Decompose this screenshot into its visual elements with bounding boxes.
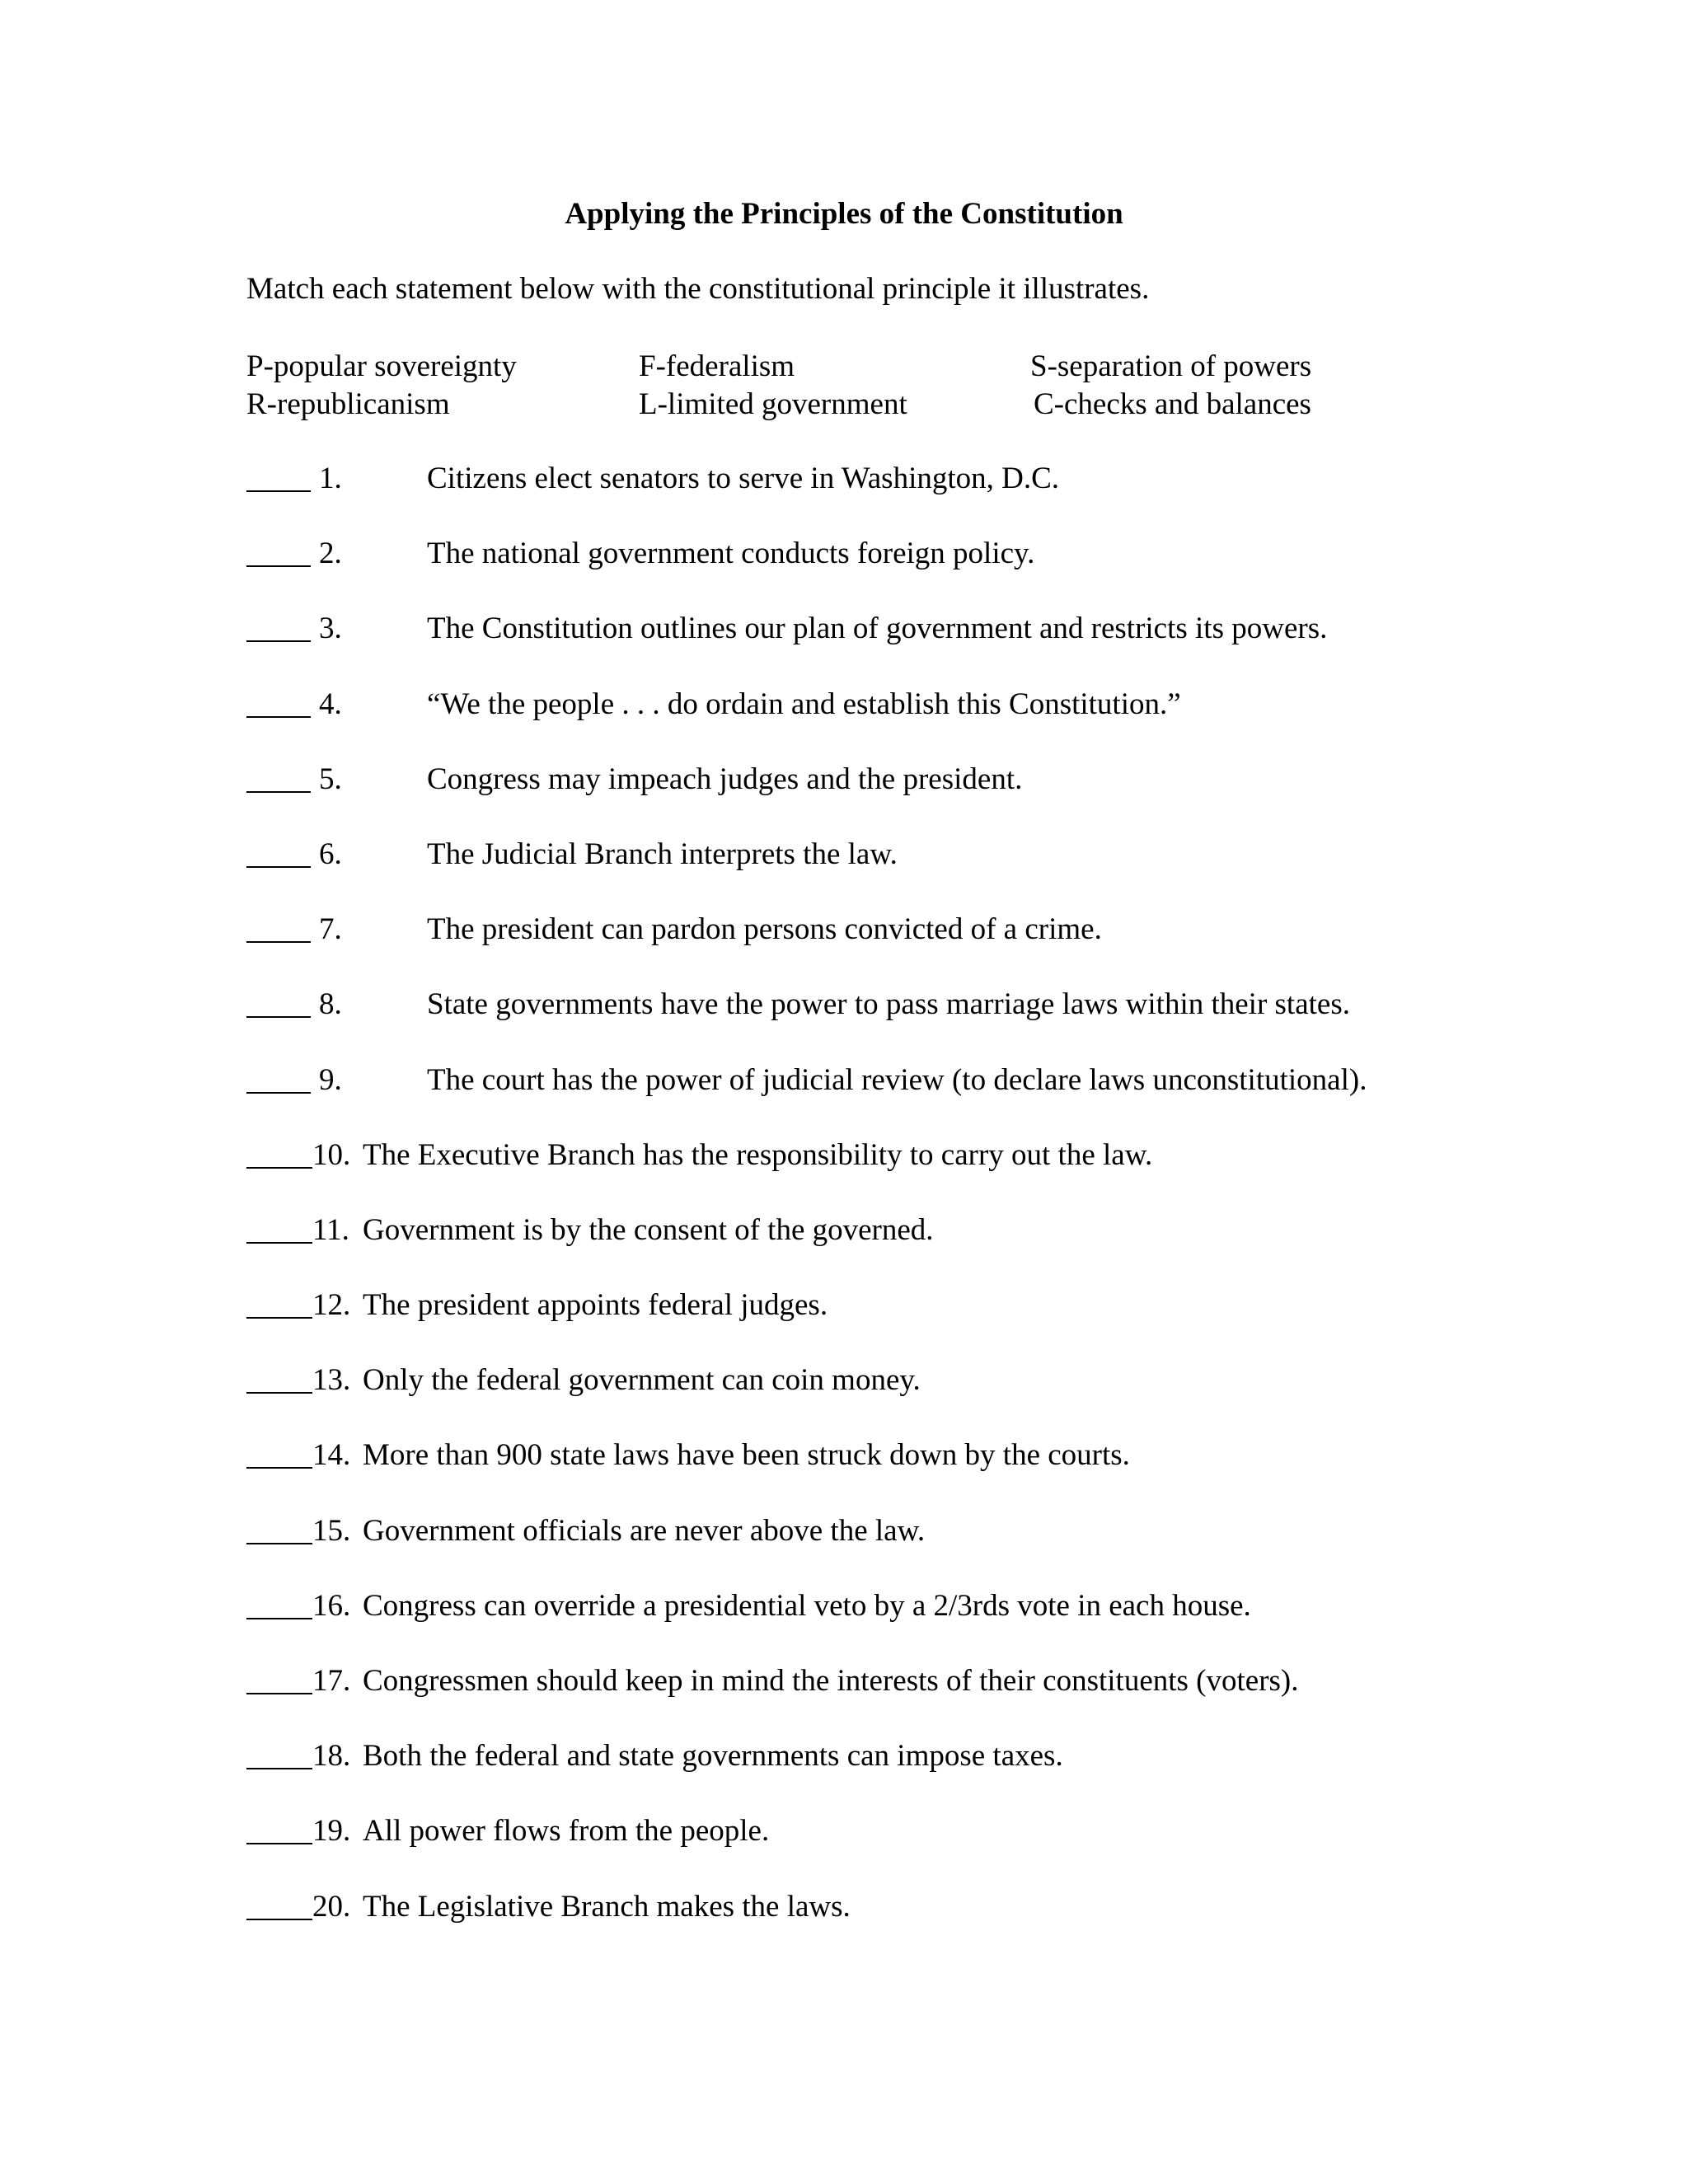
- statement-number: 15.: [312, 1513, 351, 1548]
- statement-text: The Judicial Branch interprets the law.: [427, 837, 898, 871]
- statement-text: Citizens elect senators to serve in Washington, D.C.: [427, 462, 1060, 495]
- statement-text: Government is by the consent of the governed.: [363, 1212, 934, 1247]
- statement-text: Congressmen should keep in mind the interests of their constituents (voters).: [363, 1664, 1299, 1698]
- statement-item: [246, 983, 1367, 1058]
- statement-text: The national government conducts foreign policy.: [427, 537, 1035, 571]
- statement-text: Congress may impeach judges and the president.: [427, 762, 1023, 796]
- statement-number: 11.: [312, 1212, 349, 1247]
- statement-item: [246, 758, 1367, 833]
- answer-blank[interactable]: [246, 1735, 312, 1769]
- key-limited-government: L-limited government: [639, 387, 907, 421]
- answer-blank[interactable]: [246, 1284, 312, 1319]
- answer-blank[interactable]: [246, 683, 311, 718]
- statement-text: The president can pardon persons convicted of a crime.: [427, 912, 1102, 947]
- statement-item: [246, 532, 1367, 607]
- statement-number: 1.: [319, 462, 342, 495]
- statement-item: [246, 1359, 1367, 1434]
- statement-item: [246, 1434, 1367, 1509]
- statement-item: [246, 683, 1367, 758]
- statement-number: 7.: [319, 912, 342, 947]
- statement-item: [246, 1059, 1367, 1134]
- statement-item: [246, 607, 1367, 682]
- statement-text: “We the people . . . do ordain and establish this Constitution.”: [427, 687, 1181, 721]
- statement-item: [246, 1660, 1367, 1735]
- answer-blank[interactable]: [246, 457, 311, 492]
- statement-number: 14.: [312, 1438, 351, 1473]
- answer-blank[interactable]: [246, 1059, 311, 1094]
- statement-text: More than 900 state laws have been struck down by the courts.: [363, 1438, 1130, 1473]
- statement-number: 6.: [319, 837, 342, 871]
- answer-blank[interactable]: [246, 1886, 312, 1920]
- statement-number: 3.: [319, 612, 342, 646]
- statement-text: Both the federal and state governments can impose taxes.: [363, 1739, 1063, 1774]
- worksheet-title: Applying the Principles of the Constitution: [565, 197, 1123, 231]
- statement-number: 5.: [319, 762, 342, 796]
- statement-item: [246, 833, 1367, 908]
- answer-blank[interactable]: [246, 1134, 312, 1169]
- statement-number: 9.: [319, 1062, 342, 1097]
- answer-blank[interactable]: [246, 1585, 312, 1619]
- key-separation-of-powers: S-separation of powers: [1030, 349, 1312, 383]
- statement-number: 10.: [312, 1137, 351, 1172]
- statement-number: 18.: [312, 1739, 351, 1774]
- key-popular-sovereignty: P-popular sovereignty: [246, 349, 517, 383]
- answer-blank[interactable]: [246, 758, 311, 793]
- key-federalism: F-federalism: [639, 349, 795, 383]
- statement-text: Only the federal government can coin money.: [363, 1363, 921, 1398]
- answer-blank[interactable]: [246, 1359, 312, 1394]
- instructions: Match each statement below with the constitutional principle it illustrates.: [246, 272, 1150, 306]
- statement-text: All power flows from the people.: [363, 1814, 770, 1849]
- answer-blank[interactable]: [246, 833, 311, 868]
- answer-blank[interactable]: [246, 1660, 312, 1694]
- statement-item: [246, 1510, 1367, 1585]
- answer-blank[interactable]: [246, 1510, 312, 1544]
- statement-item: [246, 1209, 1367, 1284]
- statement-text: The president appoints federal judges.: [363, 1288, 828, 1323]
- statement-number: 17.: [312, 1664, 351, 1698]
- answer-blank[interactable]: [246, 983, 311, 1018]
- answer-blank[interactable]: [246, 532, 311, 567]
- key-republicanism: R-republicanism: [246, 387, 450, 421]
- answer-blank[interactable]: [246, 908, 311, 943]
- statement-text: Congress can override a presidential veto by a 2/3rds vote in each house.: [363, 1588, 1251, 1623]
- statement-number: 20.: [312, 1889, 351, 1924]
- statement-number: 12.: [312, 1288, 351, 1323]
- statement-item: [246, 1810, 1367, 1885]
- statement-list: [246, 457, 1367, 1961]
- key-checks-and-balances: C-checks and balances: [1034, 387, 1311, 421]
- statement-number: 2.: [319, 537, 342, 571]
- answer-blank[interactable]: [246, 1810, 312, 1844]
- statement-text: Government officials are never above the law.: [363, 1513, 926, 1548]
- statement-text: The court has the power of judicial review (to declare laws unconstitutional).: [427, 1062, 1367, 1097]
- statement-number: 13.: [312, 1363, 351, 1398]
- statement-item: [246, 1886, 1367, 1961]
- statement-item: [246, 1284, 1367, 1359]
- answer-blank[interactable]: [246, 607, 311, 642]
- answer-blank[interactable]: [246, 1209, 312, 1244]
- statement-text: State governments have the power to pass marriage laws within their states.: [427, 987, 1350, 1022]
- statement-number: 19.: [312, 1814, 351, 1849]
- answer-blank[interactable]: [246, 1434, 312, 1469]
- statement-text: The Constitution outlines our plan of government and restricts its powers.: [427, 612, 1328, 646]
- statement-text: The Legislative Branch makes the laws.: [363, 1889, 851, 1924]
- statement-item: [246, 1134, 1367, 1209]
- statement-text: The Executive Branch has the responsibility to carry out the law.: [363, 1137, 1153, 1172]
- statement-item: [246, 1735, 1367, 1810]
- statement-item: [246, 457, 1367, 532]
- statement-number: 8.: [319, 987, 342, 1022]
- statement-number: 16.: [312, 1588, 351, 1623]
- statement-item: [246, 1585, 1367, 1660]
- statement-number: 4.: [319, 687, 342, 721]
- statement-item: [246, 908, 1367, 983]
